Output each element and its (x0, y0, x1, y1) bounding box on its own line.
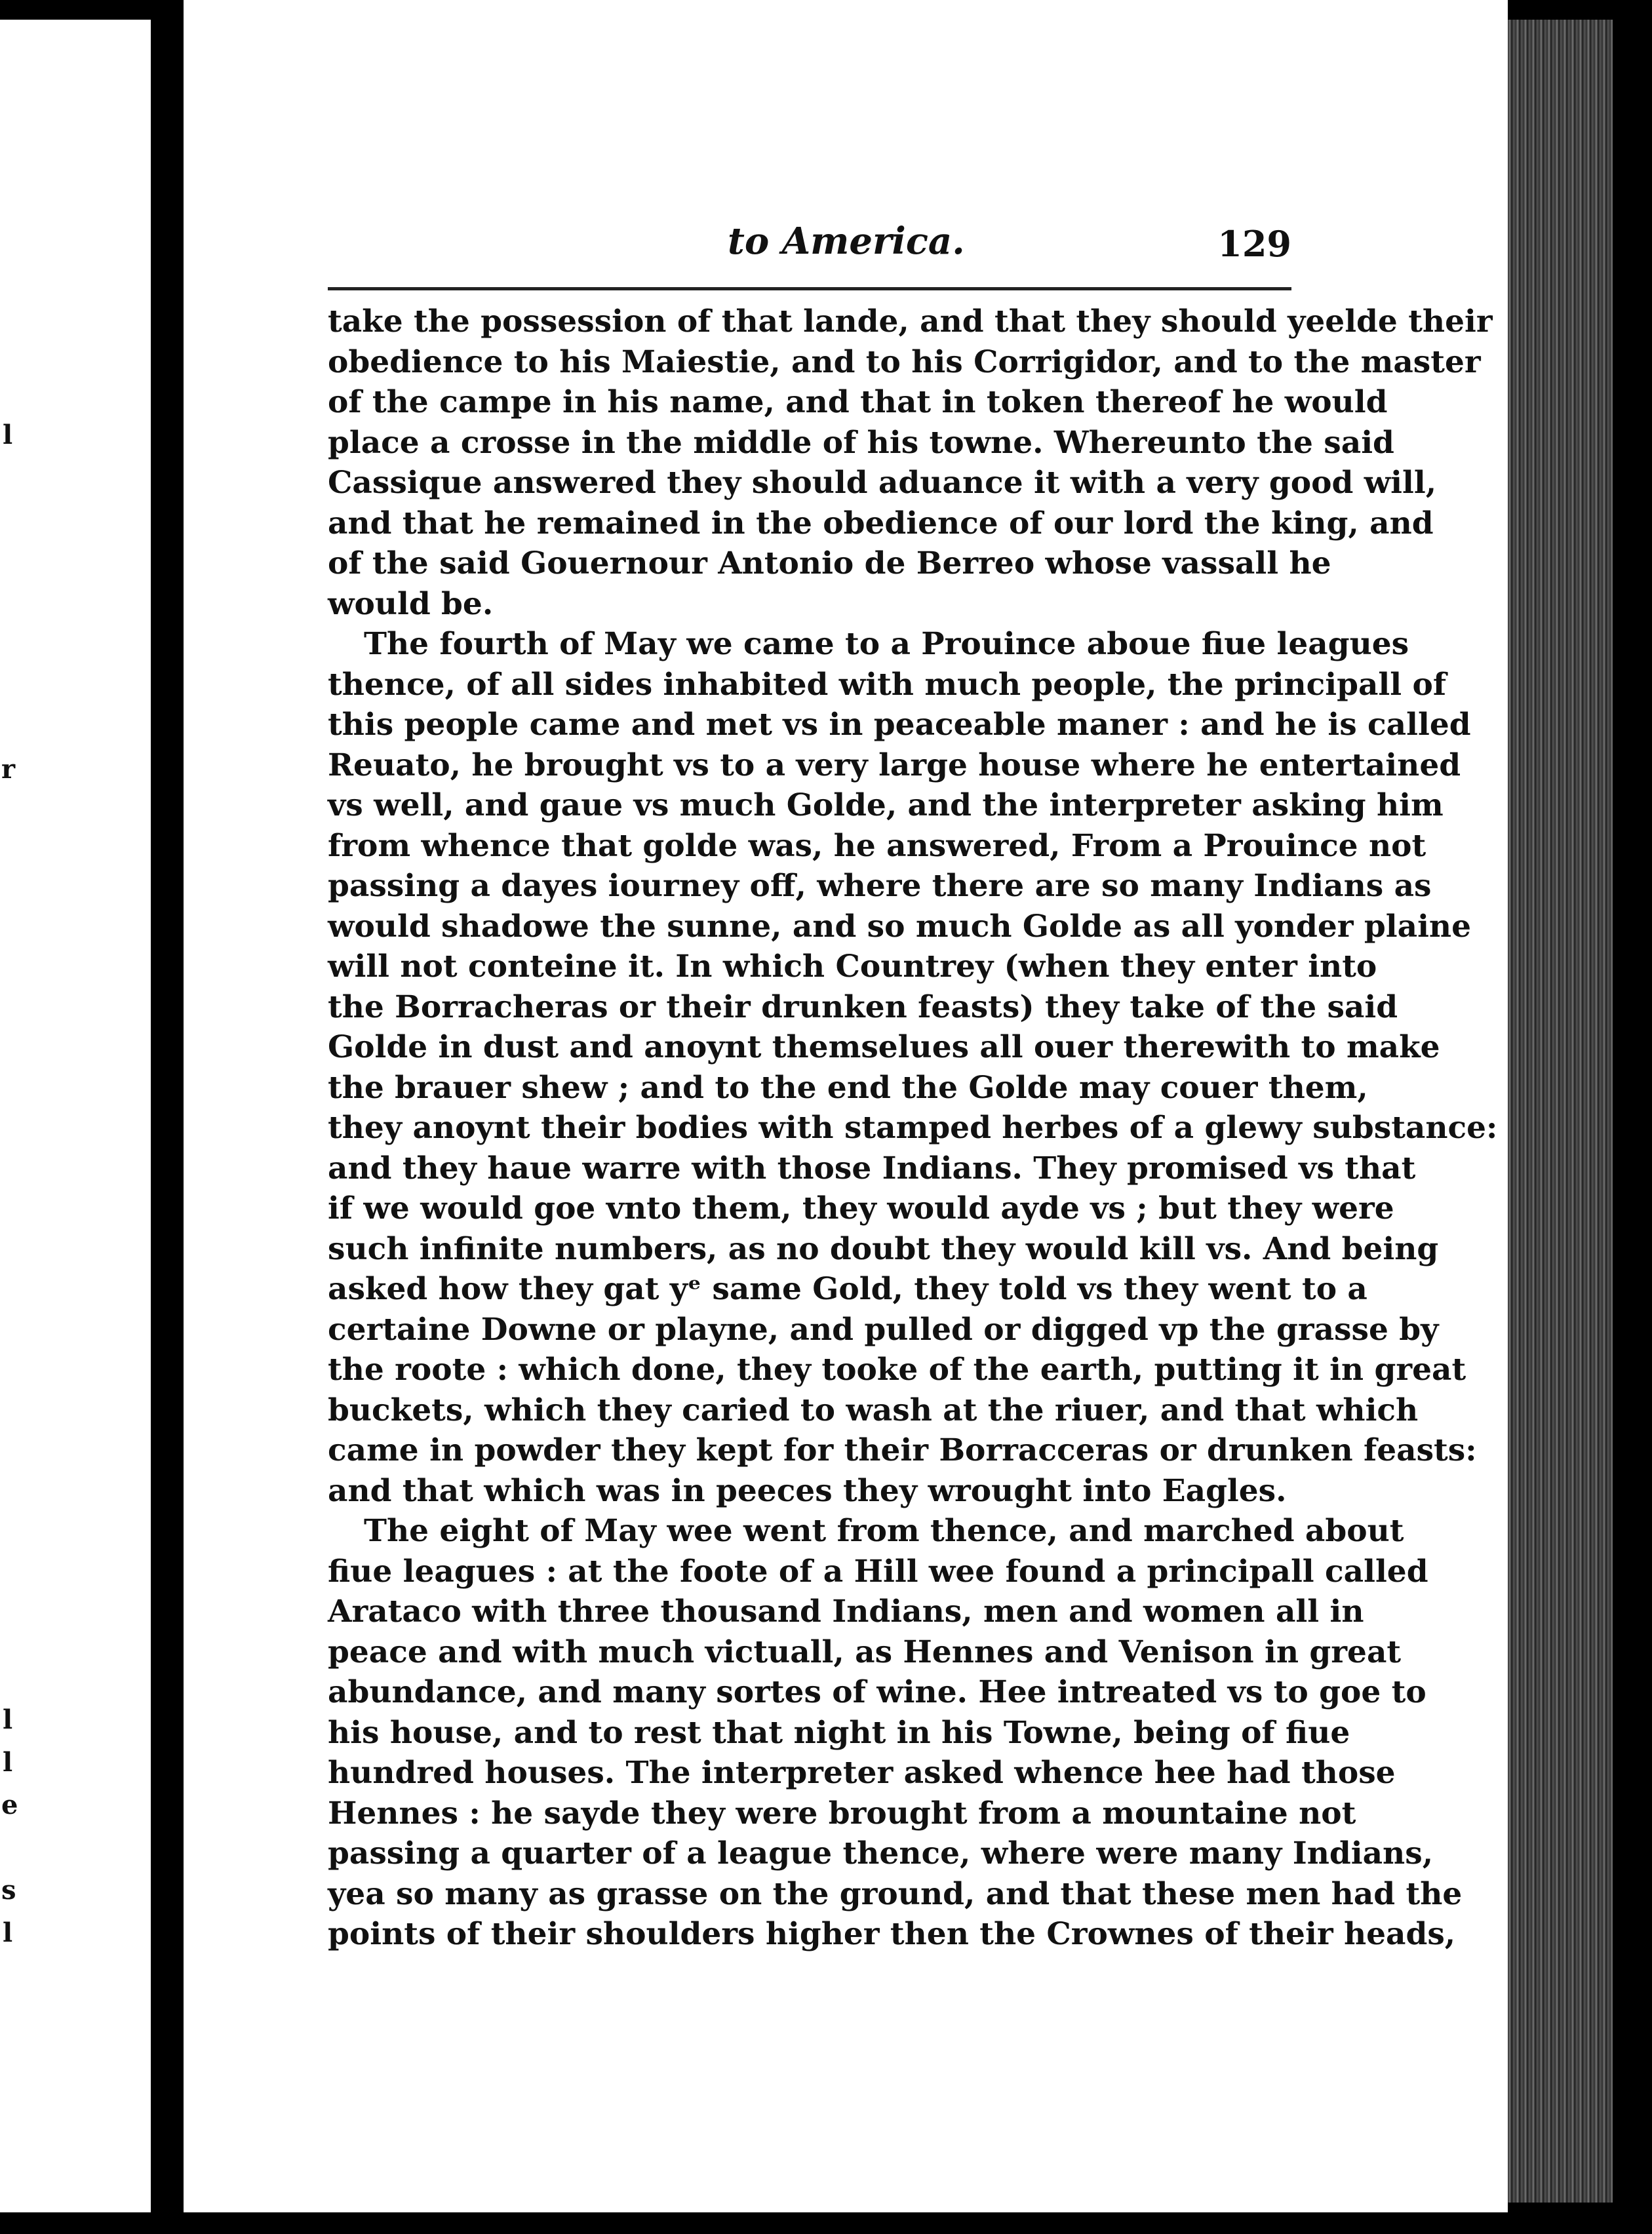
scan-border (1613, 0, 1652, 2234)
text-line: and that which was in peeces they wrought into Eagles. (328, 1472, 1287, 1509)
page-number: 129 (1217, 223, 1291, 265)
facing-page-edge (0, 20, 151, 2222)
text-line: thence, of all sides inhabited with much people, the principall of (328, 666, 1447, 703)
text-line: of the said Gouernour Antonio de Berreo whose vassall he (328, 545, 1331, 581)
text-line: The fourth of May we came to a Prouince aboue fiue leagues (364, 626, 1409, 662)
text-line: would be. (328, 585, 494, 622)
paragraph (328, 1511, 1463, 1955)
running-header (328, 216, 1291, 269)
text-line: fiue leagues : at the foote of a Hill wee found a principall called (328, 1553, 1428, 1590)
text-line: abundance, and many sortes of wine. Hee intreated vs to goe to (328, 1674, 1426, 1710)
text-line: Arataco with three thousand Indians, men and women all in (328, 1594, 1364, 1630)
paragraph (328, 624, 1498, 1511)
text-line: if we would goe vnto them, they would ayde vs ; but they were (328, 1190, 1394, 1226)
text-line: vs well, and gaue vs much Golde, and the interpreter asking him (328, 787, 1444, 823)
text-line: asked how they gat yᵉ same Gold, they told vs they went to a (328, 1271, 1367, 1307)
left-page-glyph: s (1, 1875, 16, 1906)
text-line: such infinite numbers, as no doubt they would kill vs. And being (328, 1230, 1439, 1267)
left-page-glyph: r (1, 754, 16, 785)
text-line: they anoynt their bodies with stamped herbes of a glewy substance: (328, 1110, 1498, 1146)
left-page-glyph: l (3, 420, 13, 450)
text-line: hundred houses. The interpreter asked whence hee had those (328, 1755, 1396, 1791)
text-line: his house, and to rest that night in his Towne, being of fiue (328, 1714, 1350, 1751)
text-line: yea so many as grasse on the ground, and that these men had the (328, 1875, 1463, 1912)
left-page-glyph: e (1, 1790, 18, 1820)
text-line: and they haue warre with those Indians. They promised vs that (328, 1150, 1416, 1186)
text-line: the Borracheras or their drunken feasts) they take of the said (328, 989, 1398, 1025)
text-line: this people came and met vs in peaceable maner : and he is called (328, 707, 1471, 743)
text-line: points of their shoulders higher then the Crownes of their heads, (328, 1916, 1456, 1952)
text-line: certaine Downe or playne, and pulled or digged vp the grasse by (328, 1311, 1439, 1348)
left-page-glyph: l (3, 1747, 13, 1778)
text-line: and that he remained in the obedience of our lord the king, and (328, 505, 1434, 541)
text-line: Golde in dust and anoynt themselues all ouer therewith to make (328, 1029, 1440, 1065)
text-line: take the possession of that lande, and that they should yeelde their (328, 304, 1493, 340)
header-rule (328, 287, 1291, 290)
book-gutter (151, 0, 184, 2234)
paragraph (328, 302, 1493, 624)
text-line: the roote : which done, they tooke of the earth, putting it in great (328, 1352, 1466, 1388)
text-line: peace and with much victuall, as Hennes and Venison in great (328, 1634, 1402, 1670)
scan-border-bottom (0, 2212, 1652, 2234)
body-text (328, 302, 1498, 1955)
text-line: came in powder they kept for their Borracceras or drunken feasts: (328, 1432, 1477, 1468)
text-line: from whence that golde was, he answered, From a Prouince not (328, 827, 1426, 864)
text-line: buckets, which they caried to wash at the riuer, and that which (328, 1392, 1419, 1428)
left-page-glyph: l (3, 1704, 13, 1735)
text-line: would shadowe the sunne, and so much Golde as all yonder plaine (328, 908, 1472, 945)
page-fore-edge (1508, 20, 1613, 2203)
text-line: the brauer shew ; and to the end the Golde may couer them, (328, 1069, 1368, 1106)
text-line: obedience to his Maiestie, and to his Corrigidor, and to the master (328, 343, 1481, 380)
text-line: place a crosse in the middle of his towne. Whereunto the said (328, 424, 1394, 461)
left-page-glyph: l (3, 1917, 13, 1948)
running-title: to America. (728, 220, 965, 263)
text-line: Cassique answered they should aduance it with a very good will, (328, 465, 1437, 501)
text-line: will not conteine it. In which Countrey (when they enter into (328, 949, 1377, 985)
text-line: Reuato, he brought vs to a very large house where he entertained (328, 747, 1461, 783)
text-line: of the campe in his name, and that in token thereof he would (328, 384, 1388, 420)
text-line: Hennes : he sayde they were brought from a mountaine not (328, 1795, 1356, 1832)
text-line: The eight of May wee went from thence, and marched about (364, 1513, 1404, 1549)
text-line: passing a dayes iourney off, where there are so many Indians as (328, 868, 1432, 904)
text-line: passing a quarter of a league thence, where were many Indians, (328, 1835, 1434, 1871)
